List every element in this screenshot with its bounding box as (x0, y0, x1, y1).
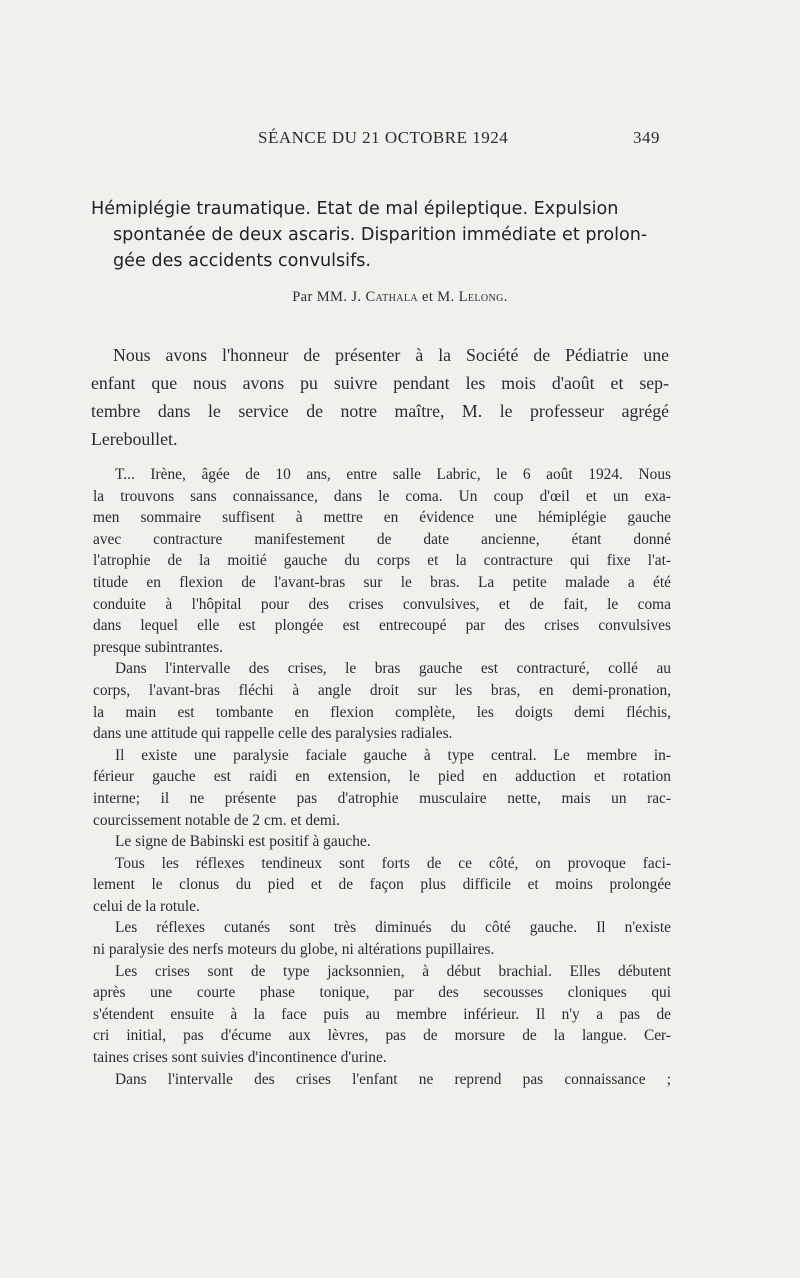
intro-paragraph (91, 341, 669, 453)
text-line: enfant que nous avons pu suivre pendant les mois d'août et sep- (91, 373, 669, 393)
text-line: interne; il ne présente pas d'atrophie musculaire nette, mais un rac- (93, 789, 671, 807)
byline-join: et M. (421, 289, 455, 305)
text-line: Nous avons l'honneur de présenter à la Société de Pédiatrie une (113, 345, 669, 365)
text-line: courcissement notable de 2 cm. et demi. (93, 811, 341, 829)
text-line: s'étendent ensuite à la face puis au membre inférieur. Il n'y a pas de (93, 1005, 671, 1023)
running-header (258, 128, 660, 148)
case-report (93, 464, 671, 1090)
text-line: Les crises sont de type jacksonnien, à début brachial. Elles débutent (115, 962, 671, 980)
text-line: men sommaire suffisent à mettre en évidence une hémiplégie gauche (93, 509, 671, 527)
text-line: titude en flexion de l'avant-bras sur le bras. La petite malade a été (93, 573, 671, 591)
running-title: SÉANCE DU 21 OCTOBRE 1924 (258, 128, 509, 147)
text-line: dans lequel elle est plongée est entrecoupé par des crises convulsives (93, 617, 671, 635)
page-number: 349 (633, 128, 660, 147)
text-line: ni paralysie des nerfs moteurs du globe, ni altérations pupillaires. (93, 941, 495, 959)
text-line: l'atrophie de la moitié gauche du corps et la contracture qui fixe l'at- (93, 552, 671, 570)
title-line: spontanée de deux ascaris. Disparition immédiate et prolon- (113, 225, 648, 245)
text-line: la trouvons sans connaissance, dans le coma. Un coup d'œil et un exa- (93, 487, 671, 505)
text-line: Lereboullet. (91, 429, 178, 449)
text-line: la main est tombante en flexion complète, les doigts demi fléchis, (93, 703, 671, 721)
text-line: celui de la rotule. (93, 897, 200, 915)
text-line: Dans l'intervalle des crises l'enfant ne reprend pas connaissance ; (115, 1070, 671, 1088)
text-line: lement le clonus du pied et de façon plus difficile et moins prolongée (93, 876, 671, 894)
text-line: cri initial, pas d'écume aux lèvres, pas de morsure de la langue. Cer- (93, 1027, 671, 1045)
text-line: taines crises sont suivies d'incontinence d'urine. (93, 1049, 387, 1067)
title-line: Hémiplégie traumatique. Etat de mal épileptique. Expulsion (91, 199, 619, 219)
text-line: tembre dans le service de notre maître, M. le professeur agrégé (91, 401, 669, 421)
text-line: férieur gauche est raidi en extension, le pied en adduction et rotation (93, 768, 671, 786)
text-line: corps, l'avant-bras fléchi à angle droit sur les bras, en demi-pronation, (93, 681, 671, 699)
text-line: dans une attitude qui rappelle celle des paralysies radiales. (93, 725, 453, 743)
author-name: Cathala (365, 289, 418, 305)
text-line: conduite à l'hôpital pour des crises convulsives, et de fait, le coma (93, 595, 671, 613)
article-title (91, 196, 671, 274)
text-line: Il existe une paralysie faciale gauche à type central. Le membre in- (115, 746, 671, 764)
text-line: Tous les réflexes tendineux sont forts de ce côté, on provoque faci- (115, 854, 671, 872)
text-line: Le signe de Babinski est positif à gauche. (115, 833, 371, 851)
title-line: gée des accidents convulsifs. (113, 251, 372, 271)
text-line: Les réflexes cutanés sont très diminués du côté gauche. Il n'existe (115, 919, 671, 937)
author-name: Lelong. (458, 289, 508, 305)
text-line: Dans l'intervalle des crises, le bras gauche est contracturé, collé au (115, 660, 671, 678)
byline-prefix: Par MM. J. (292, 289, 362, 305)
text-line: après une courte phase tonique, par des secousses cloniques qui (93, 984, 671, 1002)
text-line: presque subintrantes. (93, 638, 223, 656)
byline (0, 289, 800, 306)
text-line: avec contracture manifestement de date ancienne, étant donné (93, 530, 671, 548)
text-line: T... Irène, âgée de 10 ans, entre salle Labric, le 6 août 1924. Nous (115, 466, 671, 483)
